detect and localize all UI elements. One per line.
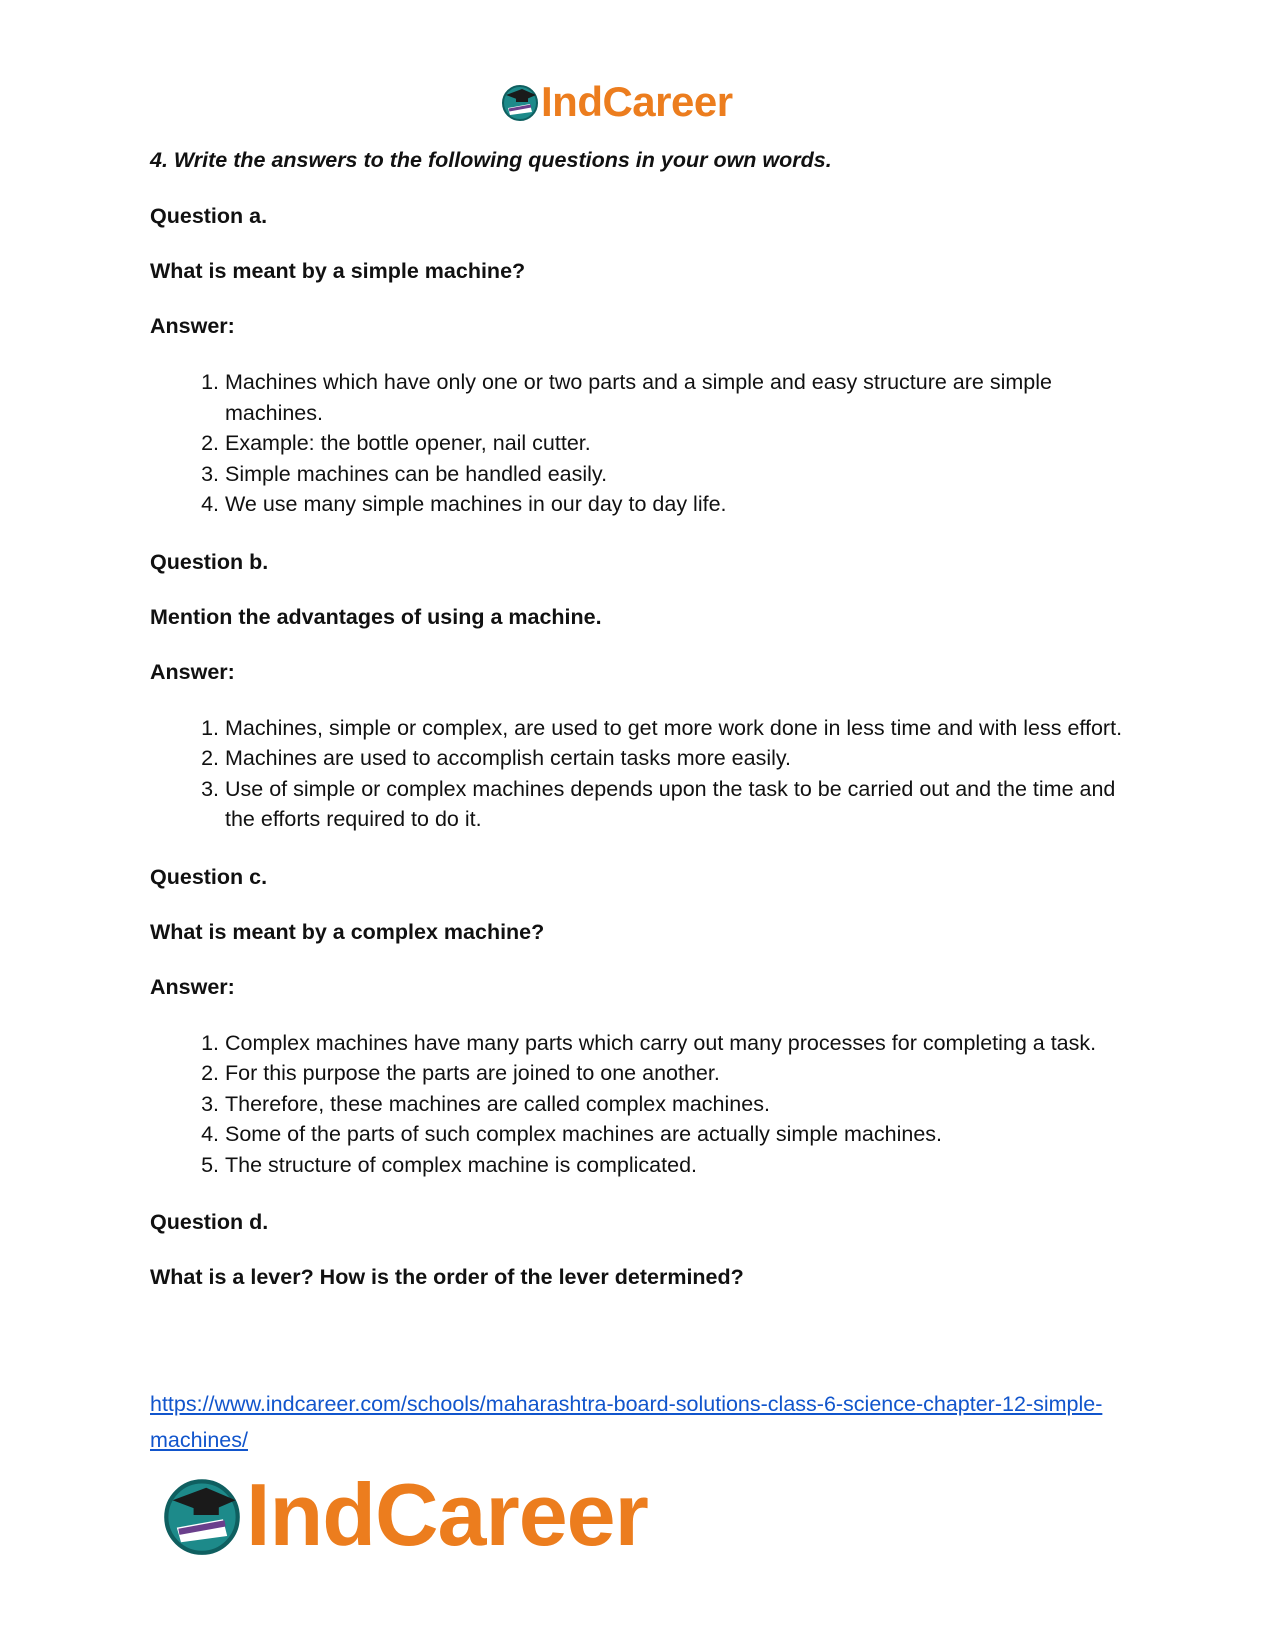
answer-list [150,367,1130,520]
question-label: Question d. [150,1210,269,1234]
list-item: 4. We use many simple machines in our day to day life. [225,489,1130,520]
brand-name: IndCareer [246,1465,648,1564]
graduation-globe-icon [500,82,540,122]
list-item: 1. Machines which have only one or two parts and a simple and easy structure are simple machines. [225,367,1130,428]
list-item: 5. The structure of complex machine is complicated. [225,1150,1130,1181]
list-item: 2. Example: the bottle opener, nail cutter. [225,428,1130,459]
list-item: 2. For this purpose the parts are joined to one another. [225,1058,1130,1089]
source-link[interactable]: https://www.indcareer.com/schools/maharashtra-board-solutions-class-6-science-chapter-12-simple-machines/ [150,1392,1103,1452]
list-item: 2. Machines are used to accomplish certain tasks more easily. [225,743,1130,774]
header-logo [500,80,733,124]
list-item: 3. Therefore, these machines are called complex machines. [225,1089,1130,1120]
list-item: 1. Complex machines have many parts which carry out many processes for completing a task. [225,1028,1130,1059]
list-item: 4. Some of the parts of such complex machines are actually simple machines. [225,1119,1130,1150]
list-item: 3. Simple machines can be handled easily. [225,459,1130,490]
section-heading: 4. Write the answers to the following questions in your own words. [150,148,832,172]
answer-list [150,1028,1130,1181]
question-label: Question c. [150,864,268,889]
footer-logo [160,1465,648,1564]
answer-label: Answer: [150,314,235,338]
question-label: Question a. [150,204,268,228]
question-text: What is meant by a simple machine? [150,259,526,283]
brand-name: IndCareer [541,78,733,125]
answer-label: Answer: [150,659,235,684]
question-text: Mention the advantages of using a machine. [150,604,602,629]
list-item: 1. Machines, simple or complex, are used to get more work done in less time and with less effort. [225,713,1130,744]
question-text: What is a lever? How is the order of the lever determined? [150,1265,744,1289]
answer-label: Answer: [150,974,235,999]
answer-list [150,713,1130,835]
list-item: 3. Use of simple or complex machines depends upon the task to be carried out and the time and the efforts required to do it. [225,774,1130,835]
main-content [150,146,1130,1318]
graduation-globe-icon [160,1473,244,1557]
question-label: Question b. [150,549,269,574]
question-text: What is meant by a complex machine? [150,919,545,944]
